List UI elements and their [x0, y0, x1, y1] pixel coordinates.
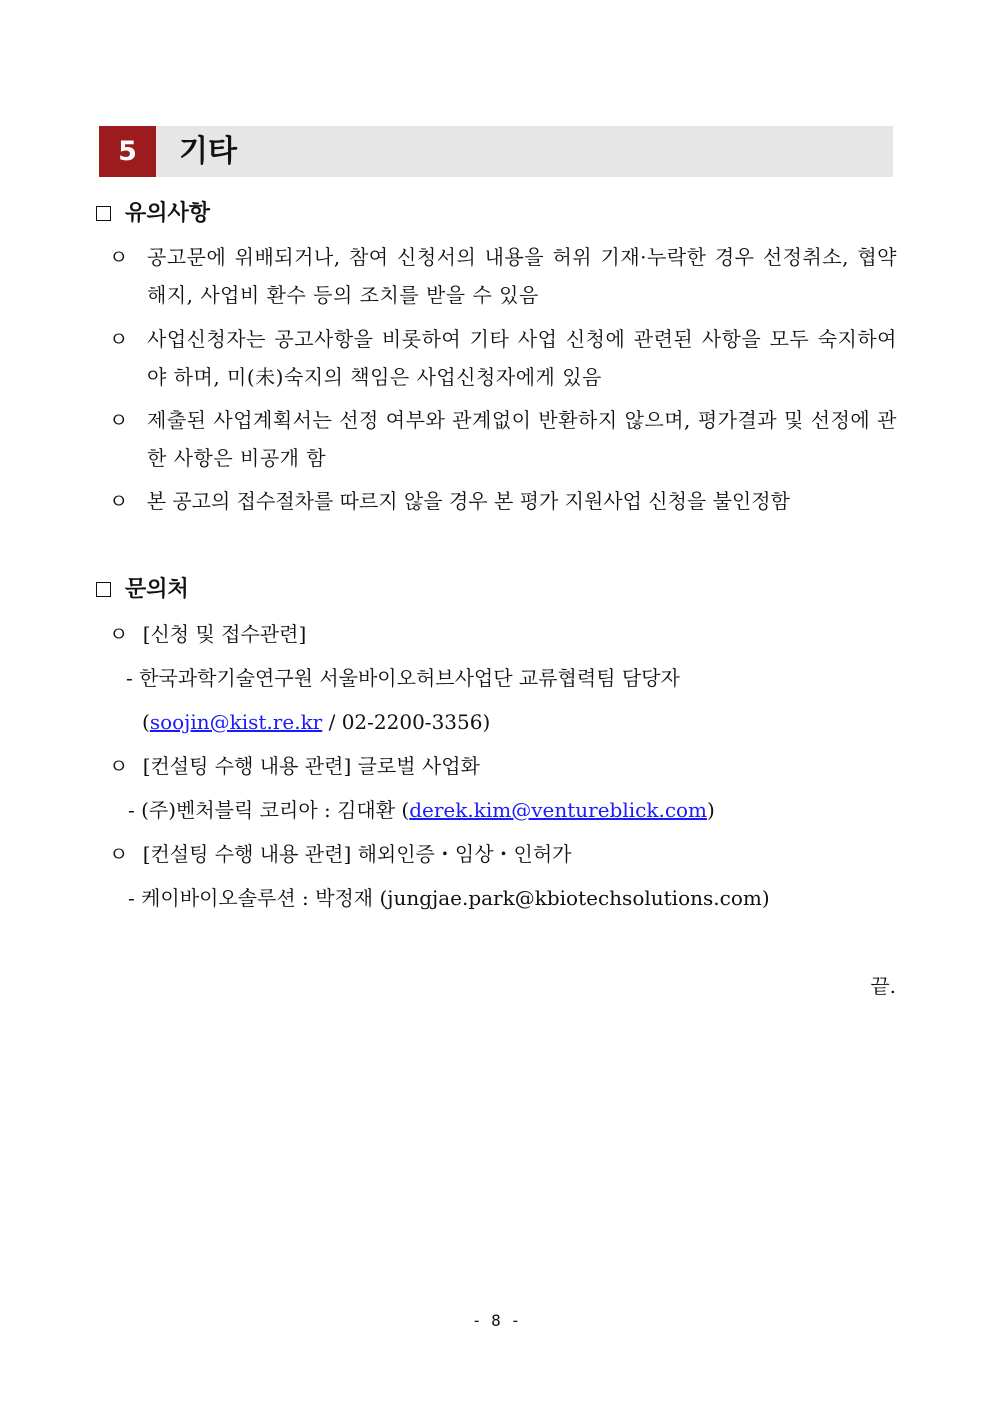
- end-mark: 끝.: [870, 974, 896, 998]
- section-number: 5: [99, 126, 156, 177]
- notes-heading-label: 유의사항: [125, 201, 211, 226]
- notes-heading: [96, 199, 210, 229]
- email-link[interactable]: derek.kim@ventureblick.com: [409, 798, 708, 822]
- note-item: [109, 238, 897, 314]
- note-text: 사업신청자는 공고사항을 비롯하여 기타 사업 신청에 관련된 사항을 모두 숙지하여야 하며, 미(未)숙지의 책임은 사업신청자에게 있음: [147, 327, 897, 389]
- contact-title: [신청 및 접수관련]: [142, 622, 307, 646]
- bullet-icon: ㅇ: [109, 622, 129, 646]
- open-paren: (: [142, 710, 150, 734]
- bullet-icon: ㅇ: [109, 489, 129, 513]
- close-paren: ): [707, 798, 715, 822]
- contact-email-line: [142, 708, 490, 736]
- contact-heading: [96, 575, 189, 605]
- phone-text: / 02-2200-3356): [322, 710, 491, 734]
- checkbox-square-icon: [96, 582, 111, 597]
- contact-email-line: [128, 796, 715, 824]
- bullet-icon: ㅇ: [109, 408, 129, 432]
- contact-line: - 케이바이오솔루션 : 박정재 (jungjae.park@kbiotechsolutions.com): [128, 886, 770, 910]
- section-header: [99, 126, 893, 177]
- bullet-icon: ㅇ: [109, 245, 129, 269]
- bullet-icon: ㅇ: [109, 327, 129, 351]
- email-link[interactable]: soojin@kist.re.kr: [149, 710, 323, 734]
- contact-group-title: [109, 620, 306, 648]
- page-number: - 8 -: [471, 1311, 521, 1330]
- note-text: 제출된 사업계획서는 선정 여부와 관계없이 반환하지 않으며, 평가결과 및 선정에 관한 사항은 비공개 함: [147, 408, 897, 470]
- bullet-icon: ㅇ: [109, 842, 129, 866]
- bullet-icon: ㅇ: [109, 754, 129, 778]
- note-text: 공고문에 위배되거나, 참여 신청서의 내용을 허위 기재·누락한 경우 선정취소, 협약 해지, 사업비 환수 등의 조치를 받을 수 있음: [147, 245, 897, 307]
- contact-heading-label: 문의처: [125, 577, 189, 602]
- note-text: 본 공고의 접수절차를 따르지 않을 경우 본 평가 지원사업 신청을 불인정함: [146, 489, 790, 513]
- contact-group-title: [109, 840, 571, 868]
- note-item: [109, 401, 897, 477]
- note-item: [109, 487, 790, 515]
- contact-person: - (주)벤처블릭 코리아 : 김대환 (: [128, 798, 410, 822]
- contact-title: [컨설팅 수행 내용 관련] 글로벌 사업화: [142, 754, 480, 778]
- contact-line: - 한국과학기술연구원 서울바이오허브사업단 교류협력팀 담당자: [126, 666, 680, 690]
- contact-title: [컨설팅 수행 내용 관련] 해외인증・임상・인허가: [142, 842, 572, 866]
- checkbox-square-icon: [96, 206, 111, 221]
- note-item: [109, 320, 897, 396]
- section-title: 기타: [179, 134, 237, 169]
- contact-group-title: [109, 752, 480, 780]
